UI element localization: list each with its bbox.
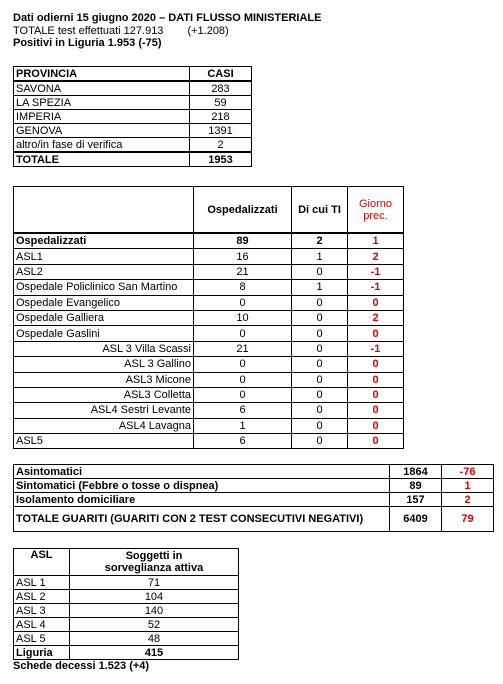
status-delta: -76 xyxy=(442,465,494,479)
province-row xyxy=(14,96,252,110)
province-row xyxy=(14,124,252,138)
surveillance-row xyxy=(14,604,239,618)
surveillance-row xyxy=(14,590,239,604)
hospitalized-value: 0 xyxy=(194,387,292,402)
hospital-name: ASL2 xyxy=(14,264,194,279)
surveillance-count: 71 xyxy=(70,576,239,590)
icu-value: 0 xyxy=(292,310,348,325)
status-label: TOTALE GUARITI (GUARITI CON 2 TEST CONSECUTIVI NEGATIVI) xyxy=(14,507,390,532)
icu-value: 0 xyxy=(292,387,348,402)
icu-value: 0 xyxy=(292,326,348,341)
hospitalized-value: 0 xyxy=(194,326,292,341)
province-cases: 283 xyxy=(190,81,252,96)
icu-value: 0 xyxy=(292,264,348,279)
hospitalized-value: 8 xyxy=(194,280,292,295)
icu-header: Di cui TI xyxy=(292,187,348,234)
province-name: LA SPEZIA xyxy=(14,96,190,110)
prev-day-value: -1 xyxy=(348,264,404,279)
surveillance-asl: ASL 2 xyxy=(14,590,70,604)
surveillance-header: Soggetti in sorveglianza attiva xyxy=(70,549,239,576)
surveillance-count: 140 xyxy=(70,604,239,618)
status-row xyxy=(14,493,494,507)
province-name: GENOVA xyxy=(14,124,190,138)
hospital-name: ASL4 Lavagna xyxy=(14,418,194,433)
hospitalized-value: 21 xyxy=(194,264,292,279)
province-cases: 218 xyxy=(190,110,252,124)
status-table xyxy=(13,464,494,532)
status-delta: 79 xyxy=(442,507,494,532)
report-header xyxy=(13,12,321,50)
status-label: Asintomatici xyxy=(14,465,390,479)
hospital-name: ASL5 xyxy=(14,434,194,449)
prev-day-value: 0 xyxy=(348,387,404,402)
hospital-row xyxy=(14,295,404,310)
icu-value: 0 xyxy=(292,434,348,449)
prev-day-value: 2 xyxy=(348,249,404,264)
hospital-row xyxy=(14,403,404,418)
icu-value: 1 xyxy=(292,249,348,264)
hospital-row xyxy=(14,326,404,341)
prev-day-value: 0 xyxy=(348,434,404,449)
status-value: 1864 xyxy=(390,465,442,479)
status-delta: 1 xyxy=(442,479,494,493)
status-row xyxy=(14,507,494,532)
hospital-header-blank xyxy=(14,187,194,234)
surveillance-total-label: Liguria xyxy=(14,646,70,660)
hospital-name: ASL 3 Villa Scassi xyxy=(14,341,194,356)
hospitalized-value: 10 xyxy=(194,310,292,325)
surveillance-asl: ASL 4 xyxy=(14,618,70,632)
prev-day-value: 0 xyxy=(348,357,404,372)
province-total-label: TOTALE xyxy=(14,152,190,167)
hospital-name: ASL1 xyxy=(14,249,194,264)
icu-value: 0 xyxy=(292,403,348,418)
status-value: 6409 xyxy=(390,507,442,532)
prev-day-value: 0 xyxy=(348,326,404,341)
surveillance-row xyxy=(14,618,239,632)
prev-day-value: 0 xyxy=(348,372,404,387)
prev-day-value: 0 xyxy=(348,403,404,418)
hospitalized-value: 0 xyxy=(194,372,292,387)
prev-day-value: 2 xyxy=(348,310,404,325)
surveillance-row xyxy=(14,632,239,646)
province-name: altro/in fase di verifica xyxy=(14,138,190,153)
asl-header: ASL xyxy=(14,549,70,576)
hospitalized-value: 21 xyxy=(194,341,292,356)
status-label: Sintomatici (Febbre o tosse o dispnea) xyxy=(14,479,390,493)
hospital-row xyxy=(14,280,404,295)
hospital-row xyxy=(14,418,404,433)
province-cases: 1391 xyxy=(190,124,252,138)
hospital-row xyxy=(14,341,404,356)
province-table xyxy=(13,66,252,167)
hospitalized-value: 6 xyxy=(194,403,292,418)
status-delta: 2 xyxy=(442,493,494,507)
status-value: 89 xyxy=(390,479,442,493)
hospital-row xyxy=(14,249,404,264)
hospital-name: Ospedale Policlinico San Martino xyxy=(14,280,194,295)
tests-line xyxy=(13,25,321,38)
hospitalized-value: 1 xyxy=(194,418,292,433)
province-total-value: 1953 xyxy=(190,152,252,167)
surveillance-row xyxy=(14,576,239,590)
prev-day-value: -1 xyxy=(348,280,404,295)
hospitalized-value: 0 xyxy=(194,357,292,372)
status-value: 157 xyxy=(390,493,442,507)
hospital-name: ASL 3 Gallino xyxy=(14,357,194,372)
status-label: Isolamento domiciliare xyxy=(14,493,390,507)
hospital-total-ti: 2 xyxy=(292,233,348,249)
hospital-table xyxy=(13,186,404,449)
province-cases: 59 xyxy=(190,96,252,110)
icu-value: 0 xyxy=(292,372,348,387)
hospital-total-prev: 1 xyxy=(348,233,404,249)
icu-value: 0 xyxy=(292,418,348,433)
hospital-row xyxy=(14,310,404,325)
hospitalized-value: 16 xyxy=(194,249,292,264)
hospital-name: Ospedale Gaslini xyxy=(14,326,194,341)
province-row xyxy=(14,138,252,153)
hospital-name: ASL4 Sestri Levante xyxy=(14,403,194,418)
surveillance-table xyxy=(13,548,239,660)
surveillance-asl: ASL 5 xyxy=(14,632,70,646)
province-cases: 2 xyxy=(190,138,252,153)
hospital-row xyxy=(14,264,404,279)
province-name: IMPERIA xyxy=(14,110,190,124)
hospital-row xyxy=(14,434,404,449)
hospital-total-label: Ospedalizzati xyxy=(14,233,194,249)
icu-value: 0 xyxy=(292,295,348,310)
prev-day-header: Giorno prec. xyxy=(348,187,404,234)
hospital-name: Ospedale Galliera xyxy=(14,310,194,325)
status-row xyxy=(14,479,494,493)
prev-day-value: 0 xyxy=(348,295,404,310)
surveillance-count: 48 xyxy=(70,632,239,646)
positives-line: Positivi in Liguria 1.953 (-75) xyxy=(13,37,162,49)
icu-value: 0 xyxy=(292,341,348,356)
hospital-name: ASL3 Colletta xyxy=(14,387,194,402)
tests-delta: (+1.208) xyxy=(187,24,229,37)
prev-day-value: 0 xyxy=(348,418,404,433)
hospital-name: Ospedale Evangelico xyxy=(14,295,194,310)
surveillance-count: 104 xyxy=(70,590,239,604)
hospitalized-value: 0 xyxy=(194,295,292,310)
icu-value: 0 xyxy=(292,357,348,372)
prev-day-value: -1 xyxy=(348,341,404,356)
hospital-row xyxy=(14,357,404,372)
surveillance-total-value: 415 xyxy=(70,646,239,660)
hospitalized-header: Ospedalizzati xyxy=(194,187,292,234)
surveillance-asl: ASL 1 xyxy=(14,576,70,590)
cases-header: CASI xyxy=(190,67,252,82)
report-title: Dati odierni 15 giugno 2020 – DATI FLUSSO MINISTERIALE xyxy=(13,12,322,24)
surveillance-count: 52 xyxy=(70,618,239,632)
tests-total: TOTALE test effettuati 127.913 xyxy=(13,24,164,37)
hospital-name: ASL3 Micone xyxy=(14,372,194,387)
icu-value: 1 xyxy=(292,280,348,295)
surveillance-asl: ASL 3 xyxy=(14,604,70,618)
province-row xyxy=(14,110,252,124)
hospital-total-osp: 89 xyxy=(194,233,292,249)
province-header: PROVINCIA xyxy=(14,67,190,82)
status-row xyxy=(14,465,494,479)
deaths-footer: Schede decessi 1.523 (+4) xyxy=(13,660,150,672)
province-row xyxy=(14,81,252,96)
hospitalized-value: 6 xyxy=(194,434,292,449)
hospital-row xyxy=(14,387,404,402)
province-name: SAVONA xyxy=(14,81,190,96)
hospital-row xyxy=(14,372,404,387)
